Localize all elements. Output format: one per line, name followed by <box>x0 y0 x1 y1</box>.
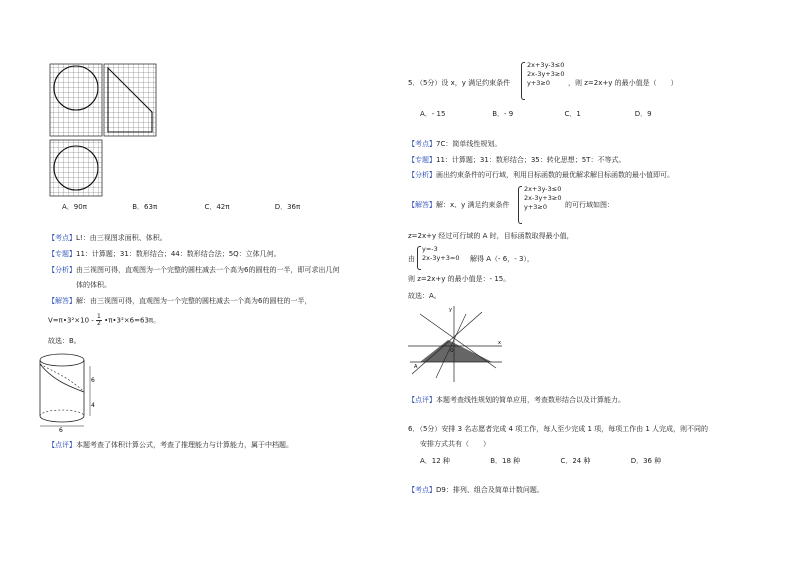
q6-option-a: A．12 种 <box>420 457 450 465</box>
dianping-text: 本题考查了体积计算公式，考查了推理能力与计算能力，属于中档题。 <box>76 441 293 449</box>
left-jieda <box>48 297 311 306</box>
jieda-ineq-3: y+3≥0 <box>524 202 548 211</box>
cylinder-bottom <box>40 416 84 422</box>
jieda-brace <box>518 186 522 224</box>
line-z: z=2x+y 经过可行域的 A 时，目标函数取得最小值， <box>408 232 574 240</box>
label-6-bottom: 6 <box>59 427 63 432</box>
right-jieda <box>408 201 510 210</box>
q5-options <box>420 110 652 119</box>
label-6-vertical: 6 <box>91 377 95 384</box>
fenxi-tag: 【分析】 <box>48 266 76 274</box>
r-kaodian2-text: D9：排列、组合及简单计数问题。 <box>436 486 544 494</box>
right-answer: 故选：A。 <box>408 292 441 300</box>
dianping-tag: 【点评】 <box>48 441 76 449</box>
r-dianping-text: 本题考查线性规划的简单应用，考查数形结合以及计算能力。 <box>436 396 625 404</box>
right-fenxi <box>408 171 674 180</box>
r-fenxi-tag: 【分析】 <box>408 171 436 179</box>
q5-ineq-3: y+3≥0 <box>527 78 551 87</box>
r-kaodian2-tag: 【考点】 <box>408 486 436 494</box>
left-answer: 故选：B。 <box>48 337 81 345</box>
q5-ineq-2: 2x-3y+3≥0 <box>527 69 565 78</box>
cut-curve-hidden <box>40 364 84 392</box>
q5-prefix: 5．（5分）设 x，y 满足约束条件 <box>408 79 511 87</box>
r-jieda-prefix: 解：x、y 满足约束条件 <box>436 201 510 209</box>
graph-x-label: x <box>498 340 501 346</box>
cylinder-figure <box>34 352 100 432</box>
left-zhuanti <box>48 250 281 259</box>
you-system <box>422 245 459 263</box>
q5-brace <box>521 62 525 100</box>
you-eq-2: 2x-3y+3=0 <box>422 253 460 262</box>
feasible-region <box>420 340 492 362</box>
kaodian-text: L!：由三视图求面积、体积。 <box>76 234 167 242</box>
q4-option-c: C．42π <box>204 203 230 211</box>
q5-option-a: A．- 15 <box>420 110 446 118</box>
fenxi-line2: 体的体积。 <box>76 281 111 289</box>
jieda-suffix: 的可行域如图： <box>565 201 614 209</box>
side-view-grid <box>104 64 156 136</box>
formula-right: •π•3²×6=63π。 <box>104 316 161 325</box>
top-view-grid <box>50 140 102 196</box>
cut-curve <box>40 364 84 392</box>
left-fenxi <box>48 266 339 275</box>
fenxi-line1: 由三视图可得，直观图为一个完整的圆柱减去一个高为6的圆柱的一半，即可求出几何 <box>76 266 340 274</box>
jieda-tag: 【解答】 <box>48 297 76 305</box>
you-prefix: 由 <box>408 255 415 263</box>
graph-origin-label: O <box>450 349 454 354</box>
right-zhuanti <box>408 156 625 165</box>
you-eq-1: y=-3 <box>422 245 438 253</box>
q5-option-b: B．- 9 <box>492 110 514 118</box>
jieda-system <box>524 185 561 211</box>
feasible-region-graph <box>406 304 504 384</box>
left-dianping <box>48 441 293 450</box>
q5-suffix: ，则 z=2x+y 的最小值是（ ） <box>568 79 678 87</box>
graph-point-a-label: A <box>414 364 418 370</box>
you-brace <box>417 246 421 270</box>
r-kaodian-text: 7C：简单线性规划。 <box>436 140 502 148</box>
zhuanti-text: 11：计算题；31：数形结合；44：数形结合法；5Q：立体几何。 <box>76 250 281 258</box>
r-zhuanti-tag: 【专题】 <box>408 156 436 164</box>
jieda-ineq-2: 2x-3y+3≥0 <box>524 193 562 202</box>
q5-system <box>527 61 564 87</box>
boundary-line-2 <box>412 312 482 374</box>
left-kaodian <box>48 234 167 243</box>
q6-option-c: C．24 种 <box>560 457 591 465</box>
q4-options <box>62 203 300 212</box>
jieda-ineq-1: 2x+3y-3≤0 <box>524 185 562 193</box>
right-kaodian <box>408 140 501 149</box>
label-4-vertical: 4 <box>91 402 95 409</box>
volume-formula <box>48 314 160 327</box>
cylinder-bottom-hidden <box>40 410 84 416</box>
three-view-figure <box>48 62 160 198</box>
q6-options <box>420 457 661 466</box>
r-jieda-tag: 【解答】 <box>408 201 436 209</box>
r-fenxi-text: 画出约束条件的可行域，利用目标函数的最优解求解目标函数的最小值即可。 <box>436 171 674 179</box>
q4-option-a: A．90π <box>62 203 87 211</box>
right-kaodian-2 <box>408 486 544 495</box>
r-zhuanti-text: 11：计算题；31：数形结合；35：转化思想；5T：不等式。 <box>436 156 626 164</box>
q6-line2: 安排方式共有（ ） <box>420 440 490 448</box>
q6-line1: 6．（5分）安排 3 名志愿者完成 4 项工作，每人至少完成 1 项，每项工作由 1 人完成，则不同的 <box>408 425 709 433</box>
formula-left: V=π•3²×10 - <box>48 316 94 325</box>
you-suffix: 解得 A（- 6，- 3）， <box>470 255 534 263</box>
q6-option-d: D．36 种 <box>630 457 662 465</box>
zhuanti-tag: 【专题】 <box>48 250 76 258</box>
jieda-text: 解：由三视图可得，直观图为一个完整的圆柱减去一个高为6的圆柱的一半， <box>76 297 312 305</box>
kaodian-tag: 【考点】 <box>48 234 76 242</box>
formula-fraction: $\frac{1}{2}$ <box>97 313 101 327</box>
r-kaodian-tag: 【考点】 <box>408 140 436 148</box>
q5-ineq-1: 2x+3y-3≤0 <box>527 61 565 69</box>
graph-y-label: y <box>449 307 452 313</box>
q5-option-c: C．1 <box>564 110 581 118</box>
cylinder-top <box>40 354 84 366</box>
right-dianping <box>408 396 625 405</box>
q4-option-b: B．63π <box>132 203 158 211</box>
q6-option-b: B．18 种 <box>490 457 521 465</box>
min-text: 则 z=2x+y 的最小值是：- 15。 <box>408 275 511 283</box>
r-dianping-tag: 【点评】 <box>408 396 436 404</box>
q4-option-d: D．36π <box>274 203 301 211</box>
q5-option-d: D．9 <box>634 110 652 118</box>
